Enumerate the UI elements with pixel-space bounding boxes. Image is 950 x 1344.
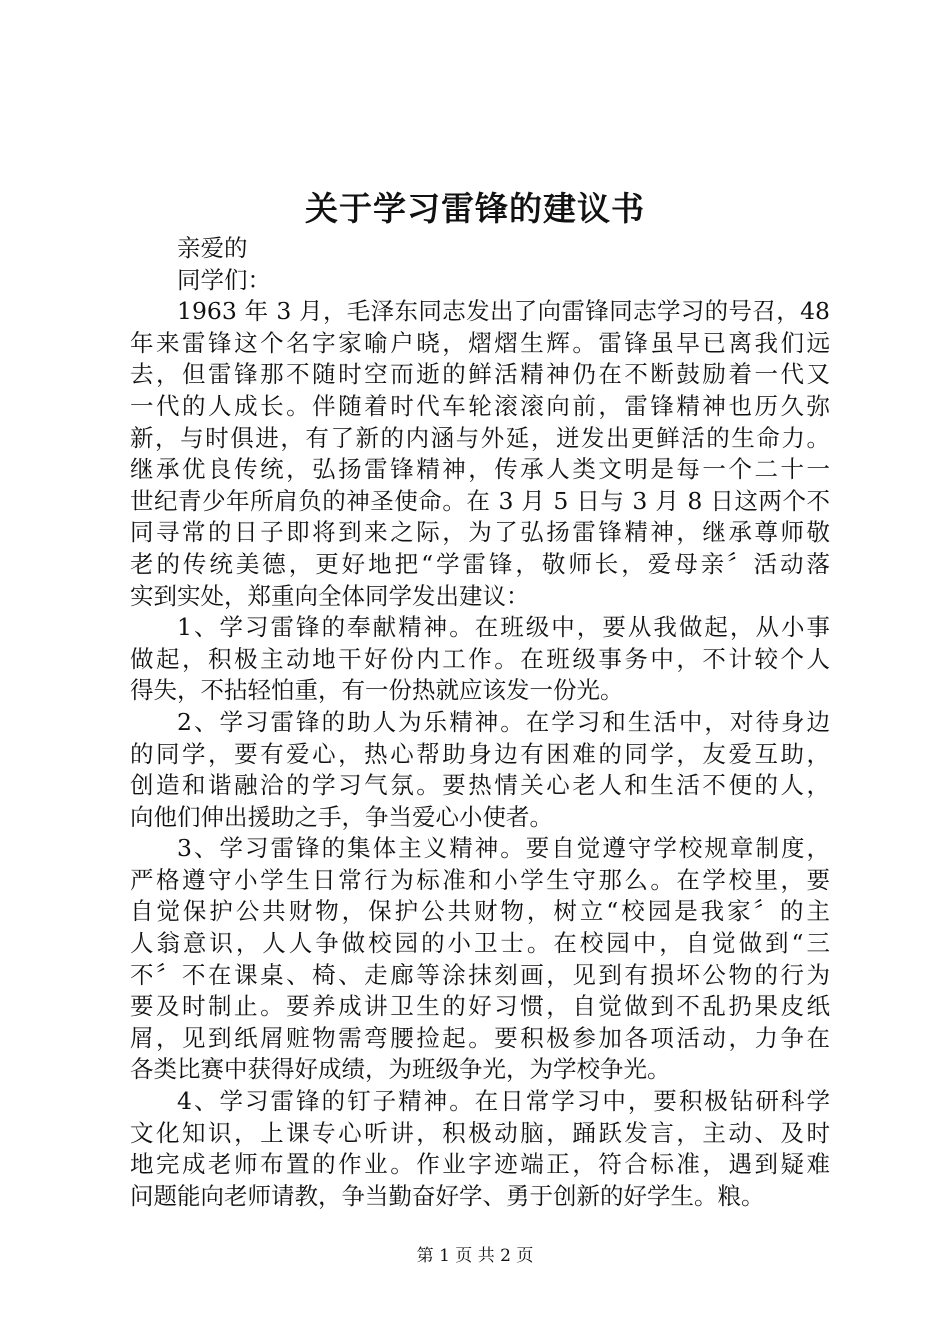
body-line: 继承优良传统，弘扬雷锋精神，传承人类文明是每一个二十一	[130, 455, 830, 484]
body-line: 各类比赛中获得好成绩，为班级争光，为学校争光。	[130, 1055, 671, 1084]
body-line: 实到实处，郑重向全体同学发出建议：	[130, 581, 530, 610]
body-line: 得失，不拈轻怕重，有一份热就应该发一份光。	[130, 676, 624, 705]
body-line: 地完成老师布置的作业。作业字迹端正，符合标准，遇到疑难	[130, 1150, 830, 1179]
body-line: 人翁意识，人人争做校园的小卫士。在校园中，自觉做到“三	[130, 929, 830, 958]
body-line: 严格遵守小学生日常行为标准和小学生守那么。在学校里，要	[130, 865, 830, 894]
body-line: 创造和谐融洽的学习气氛。要热情关心老人和生活不便的人，	[130, 771, 830, 800]
page-footer: 第 1 页 共 2 页	[416, 1246, 534, 1266]
document-body	[130, 233, 830, 1212]
body-line: 1、学习雷锋的奉献精神。在班级中，要从我做起，从小事	[177, 613, 830, 642]
body-line: 的同学，要有爱心，热心帮助身边有困难的同学，友爱互助，	[130, 739, 830, 768]
body-line: 自觉保护公共财物，保护公共财物，树立“校园是我家〞的主	[130, 897, 830, 926]
body-line: 一代的人成长。伴随着时代车轮滚滚向前，雷锋精神也历久弥	[130, 391, 830, 420]
body-line: 3、学习雷锋的集体主义精神。要自觉遵守学校规章制度，	[177, 834, 830, 863]
body-line: 世纪青少年所肩负的神圣使命。在 3 月 5 日与 3 月 8 日这两个不	[130, 486, 830, 515]
body-line: 文化知识，上课专心听讲，积极动脑，踊跃发言，主动、及时	[130, 1118, 830, 1147]
body-line: 新，与时俱进，有了新的内涵与外延，迸发出更鲜活的生命力。	[130, 423, 830, 452]
salutation-line: 亲爱的	[177, 234, 248, 262]
document-title: 关于学习雷锋的建议书	[305, 189, 645, 228]
body-line: 要及时制止。要养成讲卫生的好习惯，自觉做到不乱扔果皮纸	[130, 992, 830, 1021]
body-line: 老的传统美德，更好地把“学雷锋，敬师长，爱母亲〞活动落	[130, 549, 830, 578]
body-line: 向他们伸出援助之手，争当爱心小使者。	[130, 802, 553, 831]
body-line: 屑，见到纸屑赃物需弯腰捡起。要积极参加各项活动，力争在	[130, 1023, 830, 1052]
body-line: 年来雷锋这个名字家喻户晓，熠熠生辉。雷锋虽早已离我们远	[130, 328, 830, 357]
body-line: 去，但雷锋那不随时空而逝的鲜活精神仍在不断鼓励着一代又	[130, 360, 830, 389]
body-line: 4、学习雷锋的钉子精神。在日常学习中，要积极钻研科学	[177, 1087, 830, 1116]
body-line: 同寻常的日子即将到来之际，为了弘扬雷锋精神，继承尊师敬	[130, 518, 830, 547]
body-line: 不〞不在课桌、椅、走廊等涂抹刻画，见到有损坏公物的行为	[130, 960, 830, 989]
body-line: 2、学习雷锋的助人为乐精神。在学习和生活中，对待身边	[177, 707, 830, 736]
salutation-line: 同学们：	[177, 265, 271, 294]
body-line: 做起，积极主动地干好份内工作。在班级事务中，不计较个人	[130, 644, 830, 673]
body-line: 1963 年 3 月，毛泽东同志发出了向雷锋同志学习的号召，48	[177, 297, 830, 326]
body-line: 问题能向老师请教，争当勤奋好学、勇于创新的好学生。粮。	[130, 1181, 765, 1210]
